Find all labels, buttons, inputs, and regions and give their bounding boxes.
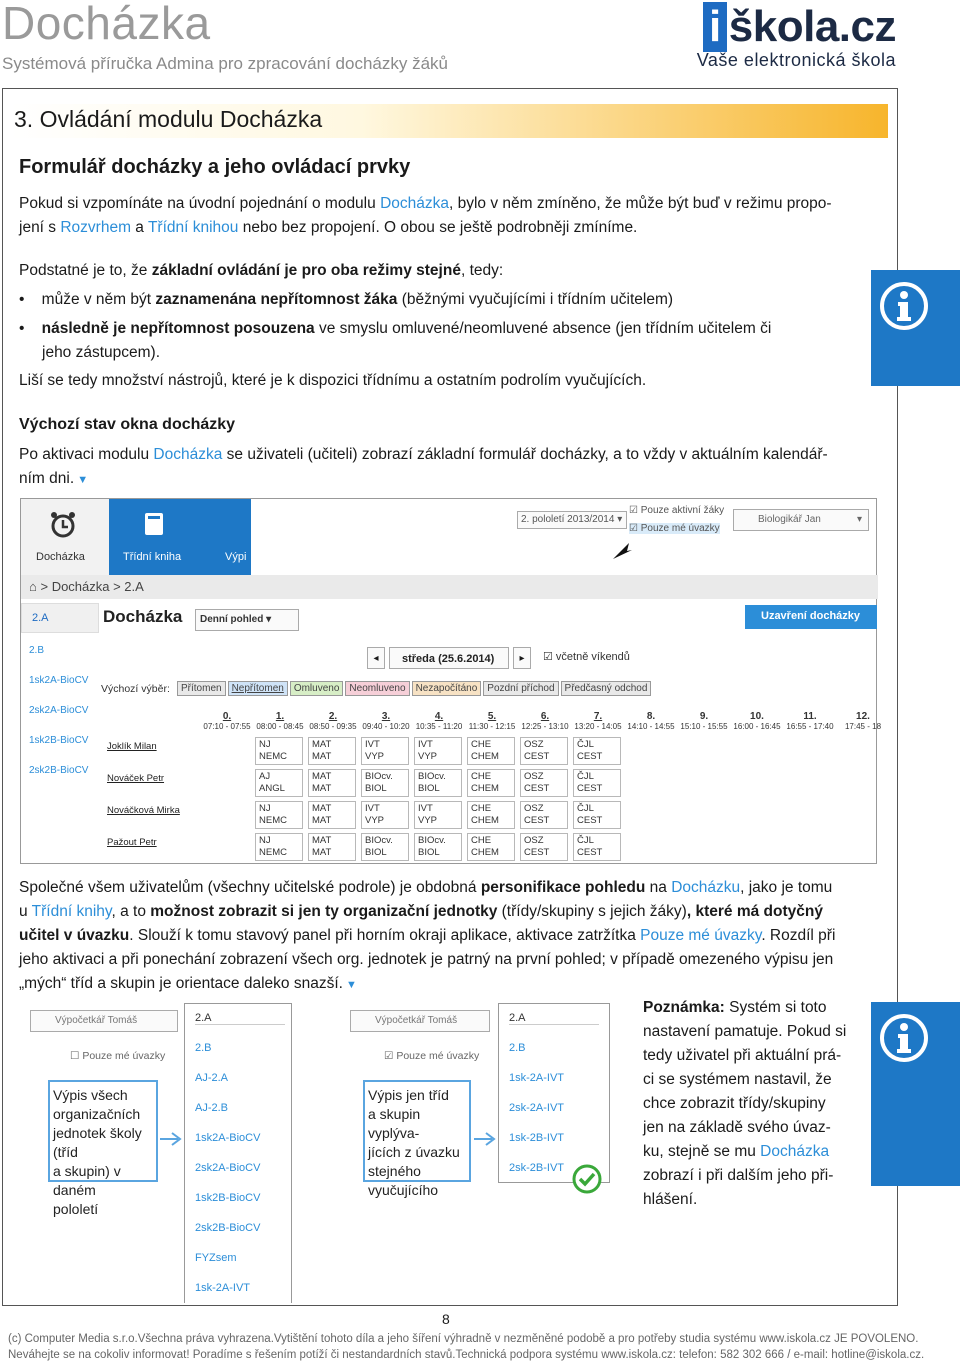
chk-active-students[interactable]: ☑ Pouze aktivní žáky — [629, 505, 725, 516]
arrow-right-icon — [474, 1132, 498, 1146]
class-item[interactable]: 2sk2B-BioCV — [195, 1222, 261, 1234]
filter-chip[interactable]: Předčasný odchod — [561, 681, 652, 696]
class-item[interactable]: 2sk2A-BioCV — [29, 705, 89, 716]
class-item[interactable]: FYZsem — [195, 1252, 237, 1264]
paragraph-diff: Liší se tedy množství nástrojů, které je k dispozici třídnímu a ostatním podrolím vyučujících. — [19, 372, 647, 389]
lesson-cell[interactable]: ČJL CEST — [573, 769, 621, 797]
book-icon — [143, 511, 165, 537]
lesson-cell[interactable]: IVT VYP — [414, 737, 462, 765]
lesson-cell[interactable]: CHE CHEM — [467, 769, 515, 797]
logo-text: škola.cz — [728, 2, 896, 51]
lesson-cell[interactable]: CHE CHEM — [467, 801, 515, 829]
subsection-heading: Výchozí stav okna docházky — [19, 416, 236, 433]
attendance-grid — [101, 737, 877, 865]
bullet-item: • může v něm být zaznamenána nepřítomnost žáka (běžnými vyučujícími i třídním učitelem) — [19, 291, 674, 308]
document-title: Docházka — [2, 0, 211, 49]
link-tridni-kniha[interactable]: Třídní knihou — [147, 219, 239, 236]
logo-tagline: Vaše elektronická škola — [696, 50, 896, 70]
lesson-cell[interactable]: MAT MAT — [308, 833, 356, 861]
attendance-screenshot — [20, 498, 882, 864]
class-item[interactable]: 1sk2A-BioCV — [195, 1132, 261, 1144]
nav-dochazka[interactable]: Docházka — [21, 499, 109, 575]
lesson-cell[interactable]: IVT VYP — [361, 737, 409, 765]
lesson-column: 8. 14:10 - 14:55 — [627, 711, 675, 731]
footer-copyright: (c) Computer Media s.r.o.Všechna práva vyhrazena.Vytištění tohoto díla a jeho šíření výhradně v nezměněné podobě a pro potřeby studia systému www.iskola.cz JE POVOLENO. — [8, 1333, 919, 1345]
breadcrumb[interactable]: ⌂ > Docházka > 2.A — [29, 579, 144, 594]
lesson-cell[interactable]: MAT MAT — [308, 769, 356, 797]
alarm-clock-icon — [49, 511, 77, 539]
logo-i-mark: i — [703, 2, 727, 52]
page-number: 8 — [442, 1311, 450, 1327]
lesson-cell[interactable]: BIOcv. BIOL — [361, 833, 409, 861]
lesson-cell[interactable]: OSZ CEST — [520, 737, 568, 765]
callout-line: jednotek školy (tříd — [53, 1125, 142, 1160]
lesson-column: 2. 08:50 - 09:35 — [309, 711, 357, 731]
student-name[interactable]: Nováček Petr — [107, 773, 165, 784]
filter-chip[interactable]: Omluveno — [290, 681, 344, 696]
callout-line: jících z úvazku — [368, 1144, 460, 1160]
student-name[interactable]: Joklík Milan — [107, 741, 157, 752]
lesson-cell[interactable]: AJ ANGL — [255, 769, 303, 797]
document-subtitle: Systémová příručka Admina pro zpracování docházky žáků — [2, 54, 448, 73]
link-dochazka[interactable]: Docházka — [760, 1143, 830, 1160]
home-icon[interactable]: ⌂ — [29, 579, 37, 594]
callout-my-units — [363, 1080, 471, 1198]
chk-my-workload[interactable]: ☑ Pouze mé úvazky — [629, 523, 720, 534]
callout-line: a skupin) v daném — [53, 1163, 121, 1198]
class-item[interactable]: 1sk2A-BioCV — [29, 675, 89, 686]
callout-line: stejného — [368, 1163, 421, 1179]
link-rozvrh[interactable]: Rozvrhem — [60, 219, 131, 236]
iskola-logo — [703, 2, 896, 52]
lesson-cell[interactable]: OSZ CEST — [520, 833, 568, 861]
class-item[interactable]: 2.B — [195, 1042, 212, 1054]
filter-chip[interactable]: Pozdní příchod — [483, 681, 558, 696]
arrow-right-icon — [160, 1132, 184, 1146]
callout-all-units — [48, 1080, 158, 1217]
link-dochazka[interactable]: Docházka — [380, 195, 449, 212]
class-item[interactable]: 2sk2B-BioCV — [29, 765, 89, 776]
chk-my-workload-on[interactable]: ☑ Pouze mé úvazky — [384, 1050, 480, 1062]
link-tridni-kniha[interactable]: Třídní knihy — [31, 903, 112, 920]
close-attendance-button[interactable]: Uzavření docházky — [745, 605, 877, 629]
footer-support: Neváhejte se na cokoliv informovat! Poradíme s řešením potíží či nestandardních stavů.Technická podpora systému www.iskola.cz: telefon: 582 302 666 / e-mail: hotline@iskola.cz. — [8, 1349, 925, 1361]
class-item[interactable]: 2sk-2A-IVT — [509, 1102, 565, 1114]
lesson-column: 6. 12:25 - 13:10 — [521, 711, 569, 731]
lesson-cell[interactable]: ČJL CEST — [573, 833, 621, 861]
class-item[interactable]: 1sk-2A-IVT — [195, 1282, 251, 1294]
class-item[interactable]: 2.A — [195, 1012, 285, 1025]
lesson-column: 10. 16:00 - 16:45 — [733, 711, 781, 731]
class-list-mine — [498, 1003, 610, 1183]
class-list — [21, 633, 99, 865]
caret-down-icon: ▼ — [74, 474, 89, 486]
class-item[interactable]: 2sk2A-BioCV — [195, 1162, 261, 1174]
chk-weekends[interactable]: ☑ včetně víkendů — [543, 651, 630, 663]
pointer-cursor-icon — [609, 537, 635, 563]
callout-line: pololetí — [53, 1201, 99, 1217]
class-item[interactable]: 2.B — [29, 645, 45, 656]
lesson-column: 0. 07:10 - 07:55 — [203, 711, 251, 731]
note-box: Poznámka: Systém si toto nastavení pamatuje. Pokud si tedy uživatel při aktuální prá- ci se systémem nastavil, že chce zobrazit třídy/skupiny jen na základě svého úvaz- ku, stejně se mu Docházka zobrazí i při dalším jeho při- hlášení. — [643, 999, 847, 1208]
link-dochazka[interactable]: Docházku — [671, 879, 741, 896]
lesson-cell[interactable]: NJ NEMC — [255, 833, 303, 861]
class-item[interactable]: 2sk-2B-IVT — [509, 1162, 565, 1174]
chapter-heading: 3. Ovládání modulu Docházka — [10, 104, 888, 138]
lesson-header — [203, 711, 882, 737]
callout-line: vyučujícího — [368, 1182, 439, 1198]
lesson-cell[interactable]: OSZ CEST — [520, 801, 568, 829]
lesson-cell[interactable]: NJ NEMC — [255, 737, 303, 765]
class-item[interactable]: 1sk-2B-IVT — [509, 1132, 565, 1144]
date-field[interactable]: středa (25.6.2014) — [389, 647, 509, 669]
prev-day-button[interactable]: ◂ — [367, 647, 385, 669]
paragraph-basic: Podstatné je to, že základní ovládání je pro oba režimy stejné, tedy: — [19, 262, 504, 279]
student-name[interactable]: Pažout Petr — [107, 837, 157, 848]
check-circle-icon — [572, 1164, 602, 1194]
class-item[interactable]: AJ-2.A — [195, 1072, 229, 1084]
user-select[interactable]: Biologikář Jan ▾ — [733, 509, 869, 531]
lesson-cell[interactable]: MAT MAT — [308, 801, 356, 829]
class-item-active[interactable]: 2.A — [21, 603, 99, 633]
callout-line: Výpis jen tříd — [368, 1087, 449, 1103]
info-icon — [878, 280, 930, 332]
link-pouze-me-uvazky[interactable]: Pouze mé úvazky — [640, 927, 762, 944]
section-heading: Formulář docházky a jeho ovládací prvky — [19, 156, 411, 178]
class-item[interactable]: 2.B — [509, 1042, 526, 1054]
lesson-column: 4. 10:35 - 11:20 — [415, 711, 463, 731]
module-title: Docházka — [103, 607, 183, 626]
chk-my-workload-off[interactable]: ☐ Pouze mé úvazky — [70, 1050, 166, 1062]
lesson-column: 1. 08:00 - 08:45 — [256, 711, 304, 731]
user-select-right[interactable]: Výpočetkář Tomáš — [350, 1010, 490, 1032]
paragraph-default-state: Po aktivaci modulu Docházka se uživateli (učiteli) zobrazí základní formulář docházky, a to vždy v aktuálním kalendář- ním dni. ▼ — [19, 446, 828, 487]
student-name[interactable]: Nováčková Mirka — [107, 805, 180, 816]
next-day-button[interactable]: ▸ — [513, 647, 531, 669]
lesson-cell[interactable]: BIOcv. BIOL — [414, 769, 462, 797]
class-item[interactable]: AJ-2.B — [195, 1102, 229, 1114]
lesson-cell[interactable]: ČJL CEST — [573, 801, 621, 829]
class-list-all — [184, 1003, 292, 1303]
view-select[interactable]: Denní pohled ▾ — [195, 609, 299, 631]
filter-label: Výchozí výběr: — [101, 683, 170, 695]
lesson-column: 12. 17:45 - 18 — [844, 711, 882, 731]
lesson-cell[interactable]: CHE CHEM — [467, 833, 515, 861]
callout-line: organizačních — [53, 1106, 141, 1122]
lesson-cell[interactable]: IVT VYP — [361, 801, 409, 829]
paragraph-intro: Pokud si vzpomínáte na úvodní pojednání o modulu Docházka, bylo v něm zmíněno, že může být buď v režimu propo- jení s Rozvrhem a Třídní knihou nebo bez propojení. O obou se ještě podrobněji zmíníme. — [19, 195, 832, 236]
filter-chip[interactable]: Přítomen — [177, 681, 226, 696]
class-item[interactable]: 1sk-2A-IVT — [509, 1072, 565, 1084]
paragraph-personalization: Společné všem uživatelům (všechny učitelské podrole) je obdobná personifikace pohledu na Docházku, jako je tomu u Třídní knihy, a to možnost zobrazit si jen ty organizační jednotky (třídy/skupiny s jejich žáky), které má dotyčný učitel v úvazku. Slouží k tomu stavový panel při horním okraji aplikace, aktivace zatržítka Pouze mé úvazky. Rozdíl při jeho aktivaci a při ponechání zobrazení všech org. jednotek je patrný na první pohled; v případě omezeného výpisu jen „mých“ tříd a skupin je orientace daleko snazší. ▼ — [19, 879, 836, 992]
lesson-cell[interactable]: MAT MAT — [308, 737, 356, 765]
class-item[interactable]: 1sk2B-BioCV — [195, 1192, 261, 1204]
lesson-cell[interactable]: IVT VYP — [414, 801, 462, 829]
caret-down-icon: ▼ — [342, 979, 357, 991]
lesson-cell[interactable]: CHE CHEM — [467, 737, 515, 765]
lesson-column: 7. 13:20 - 14:05 — [574, 711, 622, 731]
bullet-item: • následně je nepřítomnost posouzena ve smyslu omluvené/neomluvené absence (jen třídním učitelem či jeho zástupcem). — [19, 320, 772, 361]
class-item[interactable]: 1sk2B-BioCV — [29, 735, 89, 746]
nav-tridni-kniha[interactable]: Třídní kniha Výpi — [109, 499, 251, 575]
attendance-filters — [177, 681, 651, 696]
filter-chip[interactable]: Nepřítomen — [228, 681, 288, 696]
semester-select[interactable]: 2. pololetí 2013/2014 ▾ — [517, 511, 627, 529]
class-item[interactable]: 2.A — [509, 1012, 599, 1025]
lesson-column: 11. 16:55 - 17:40 — [786, 711, 834, 731]
callout-line: a skupin vyplýva- — [368, 1106, 421, 1141]
filter-chip[interactable]: Nezapočítáno — [412, 681, 482, 696]
lesson-cell[interactable]: OSZ CEST — [520, 769, 568, 797]
lesson-cell[interactable]: NJ NEMC — [255, 801, 303, 829]
filter-chip[interactable]: Neomluveno — [345, 681, 409, 696]
lesson-cell[interactable]: BIOcv. BIOL — [414, 833, 462, 861]
lesson-cell[interactable]: ČJL CEST — [573, 737, 621, 765]
callout-line: Výpis všech — [53, 1087, 128, 1103]
info-icon — [878, 1012, 930, 1064]
lesson-column: 5. 11:30 - 12:15 — [468, 711, 516, 731]
lesson-column: 3. 09:40 - 10:20 — [362, 711, 410, 731]
breadcrumb-bar — [21, 575, 878, 599]
link-dochazka[interactable]: Docházka — [153, 446, 223, 463]
lesson-column: 9. 15:10 - 15:55 — [680, 711, 728, 731]
user-select-left[interactable]: Výpočetkář Tomáš — [30, 1010, 178, 1032]
lesson-cell[interactable]: BIOcv. BIOL — [361, 769, 409, 797]
